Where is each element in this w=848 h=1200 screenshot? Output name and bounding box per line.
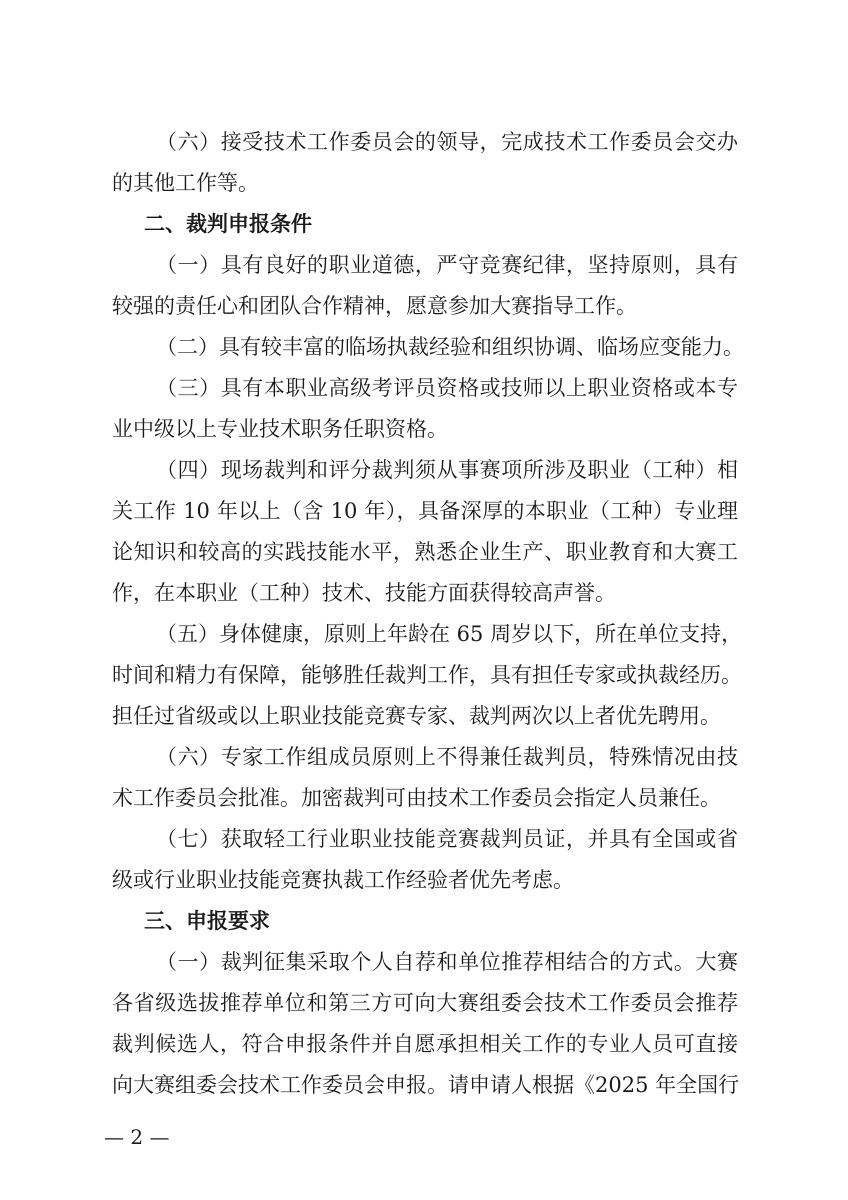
text-line: 术工作委员会批准。加密裁判可由技术工作委员会指定人员兼任。	[112, 786, 721, 810]
page-number: — 2 —	[104, 1125, 170, 1149]
text-line: 论知识和较高的实践技能水平，熟悉企业生产、职业教育和大赛工	[112, 540, 738, 564]
paragraph	[112, 327, 744, 368]
text-line: （五）身体健康，原则上年龄在 65 周岁以下，所在单位支持，	[156, 622, 743, 646]
text-line: （二）具有较丰富的临场执裁经验和组织协调、临场应变能力。	[156, 335, 744, 359]
text-line: 各省级选拔推荐单位和第三方可向大赛组委会技术工作委员会推荐	[112, 991, 738, 1015]
text-line: 关工作 10 年以上（含 10 年），具备深厚的本职业（工种）专业理	[112, 499, 738, 523]
text-line: 向大赛组委会技术工作委员会申报。请申请人根据《2025 年全国行	[112, 1073, 740, 1097]
text-line: 时间和精力有保障，能够胜任裁判工作，具有担任专家或执裁经历。	[112, 663, 742, 687]
paragraph	[112, 737, 738, 819]
text-line: 较强的责任心和团队合作精神，愿意参加大赛指导工作。	[112, 294, 637, 318]
paragraph	[112, 122, 738, 204]
text-line: （四）现场裁判和评分裁判须从事赛项所涉及职业（工种）相	[156, 458, 738, 482]
text-line: 担任过省级或以上职业技能竞赛专家、裁判两次以上者优先聘用。	[112, 704, 721, 728]
text-line: 业中级以上专业技术职务任职资格。	[112, 417, 448, 441]
paragraph	[112, 819, 738, 901]
text-line: （七）获取轻工行业职业技能竞赛裁判员证，并具有全国或省	[156, 827, 738, 851]
text-line: （三）具有本职业高级考评员资格或技师以上职业资格或本专	[156, 376, 738, 400]
paragraph	[112, 614, 743, 737]
paragraph	[112, 450, 738, 614]
text-line: （六）专家工作组成员原则上不得兼任裁判员，特殊情况由技	[156, 745, 738, 769]
paragraph	[112, 942, 738, 1106]
text-line: （一）裁判征集采取个人自荐和单位推荐相结合的方式。大赛	[156, 950, 738, 974]
text-line: 裁判候选人，符合申报条件并自愿承担相关工作的专业人员可直接	[112, 1032, 738, 1056]
section-heading: 三、申报要求	[144, 909, 270, 933]
text-line: （一）具有良好的职业道德，严守竞赛纪律，坚持原则，具有	[156, 253, 738, 277]
section-heading: 二、裁判申报条件	[144, 212, 312, 236]
text-line: 作，在本职业（工种）技术、技能方面获得较高声誉。	[112, 581, 616, 605]
paragraph	[112, 368, 738, 450]
text-line: （六）接受技术工作委员会的领导，完成技术工作委员会交办	[156, 130, 738, 154]
paragraph	[112, 245, 738, 327]
document-body	[112, 122, 744, 1106]
text-line: 级或行业职业技能竞赛执裁工作经验者优先考虑。	[112, 868, 574, 892]
text-line: 的其他工作等。	[112, 171, 259, 195]
